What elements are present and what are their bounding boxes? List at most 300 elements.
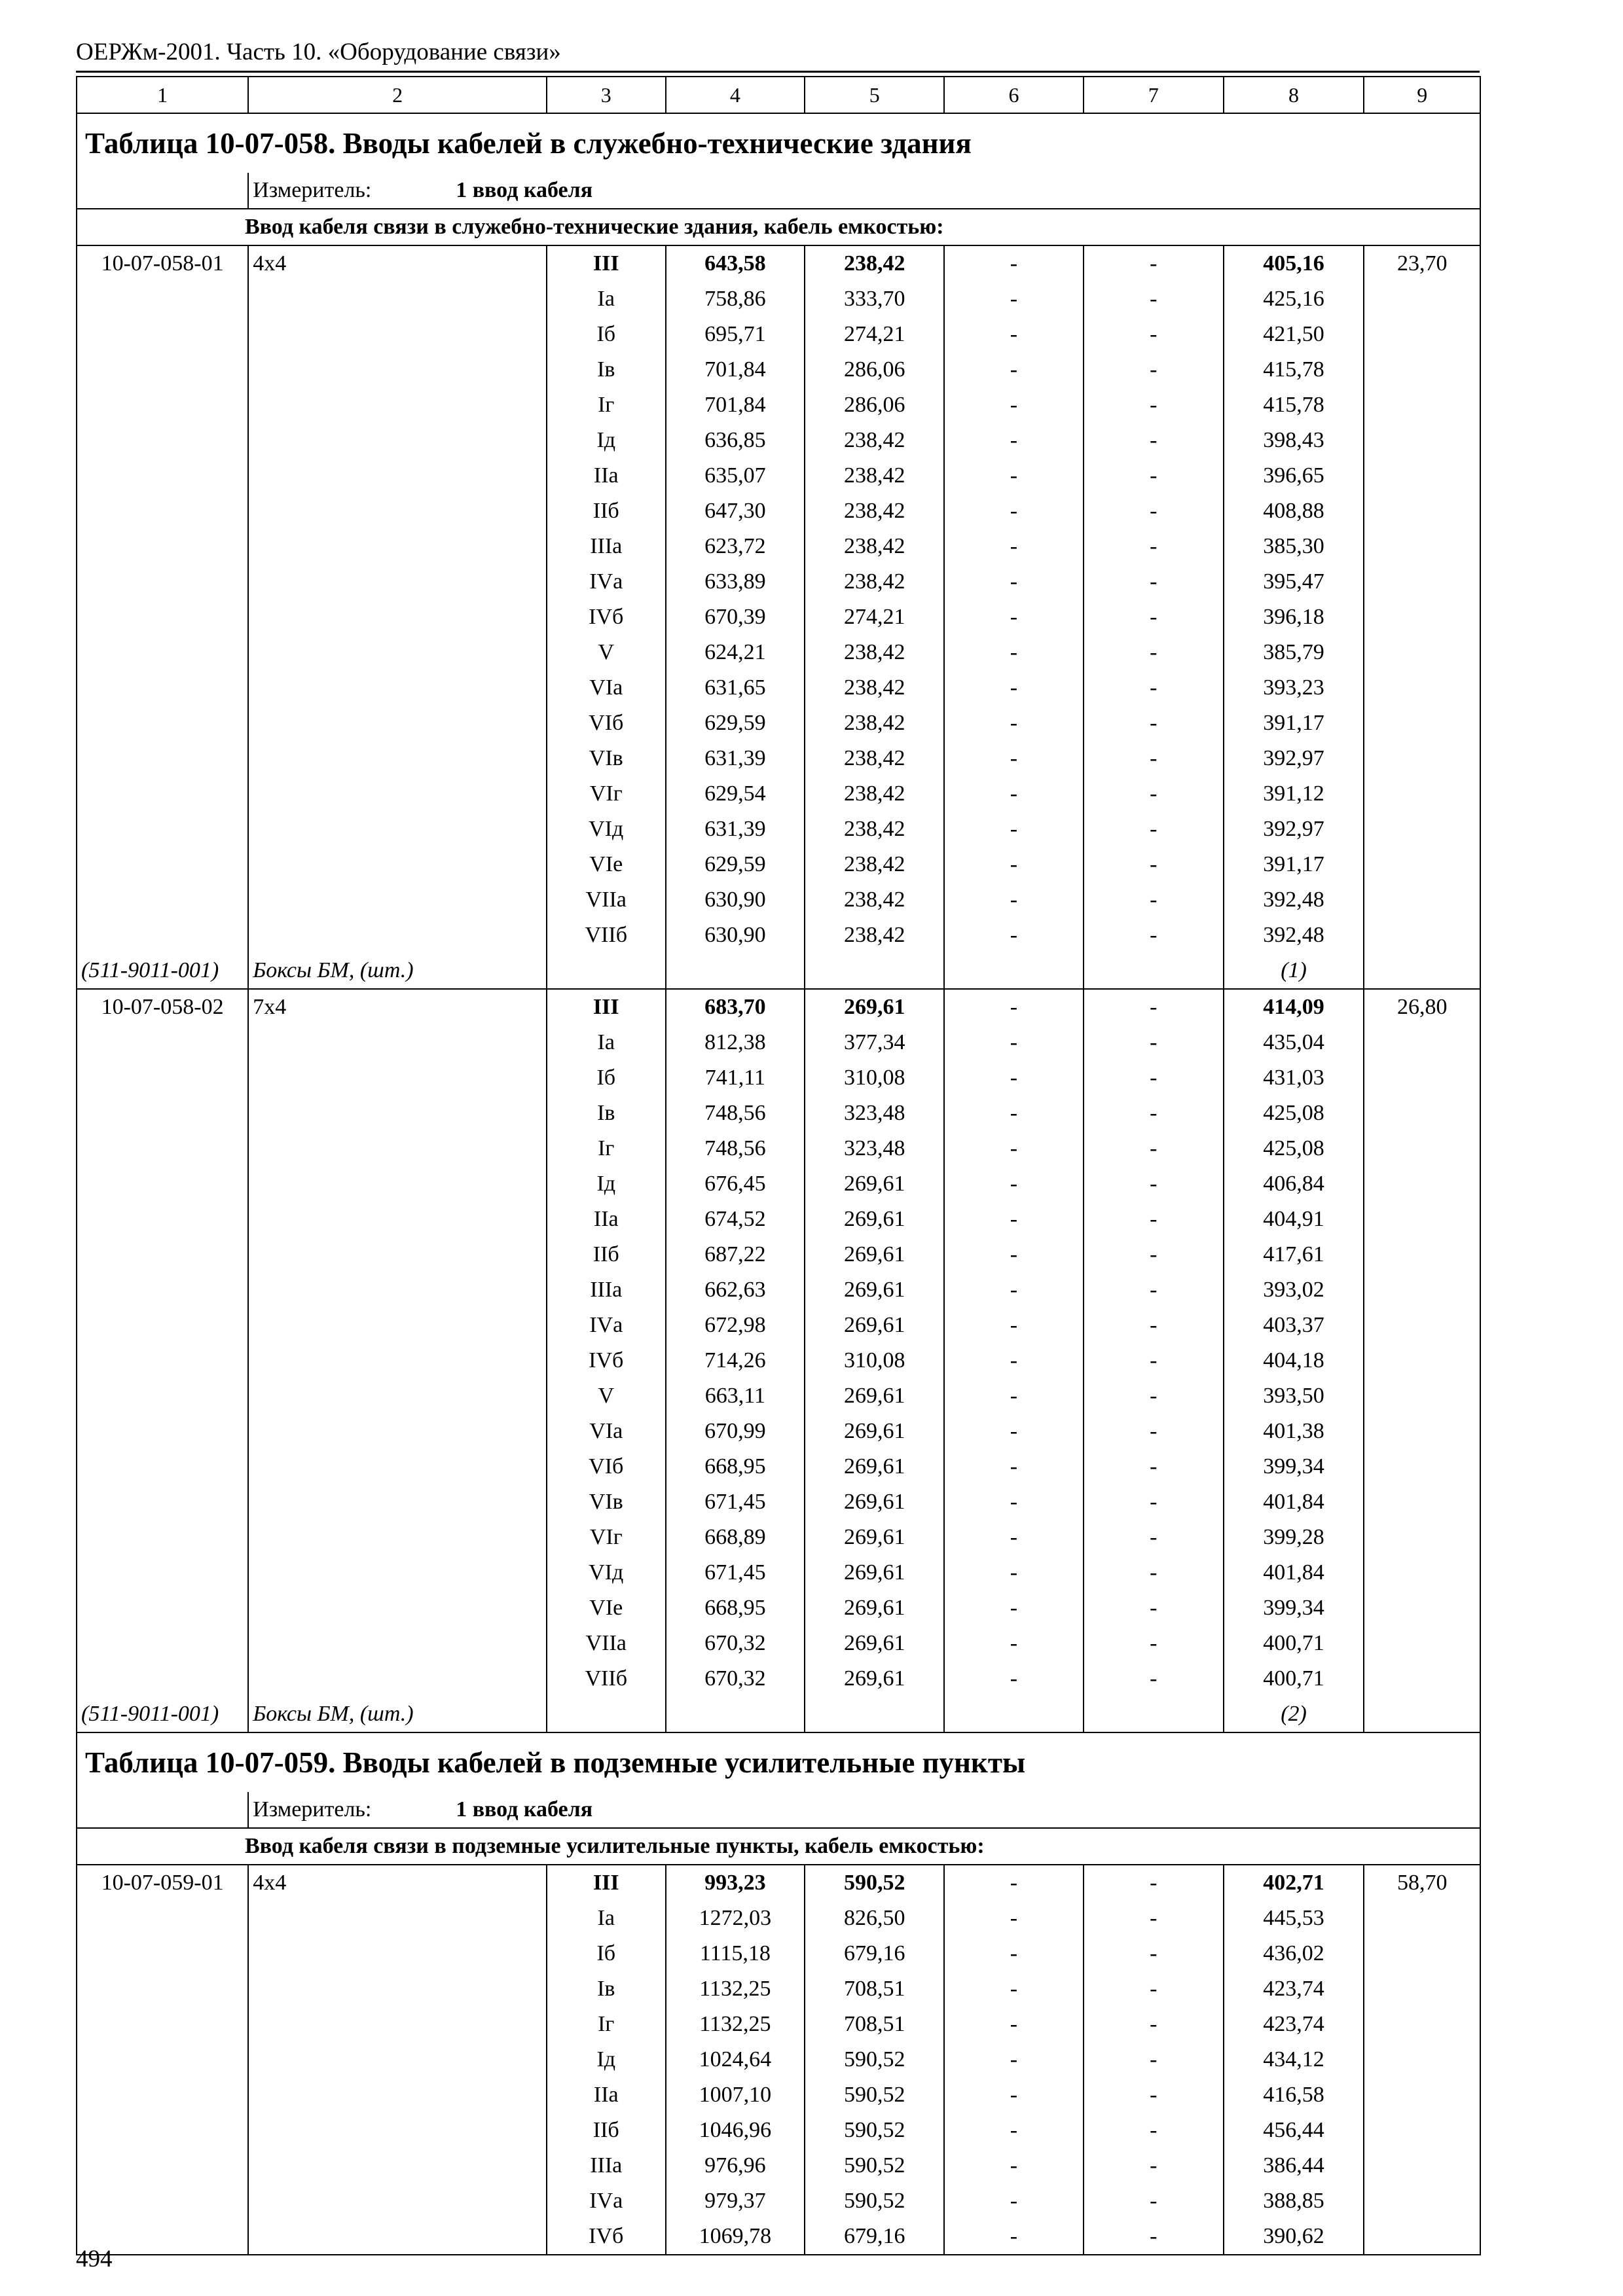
table-row	[77, 1414, 1480, 1449]
col9-cell	[1364, 1555, 1480, 1590]
value-cell: 679,16	[805, 1936, 944, 1971]
table-row	[77, 2148, 1480, 2183]
name-cell	[248, 1484, 547, 1520]
code-cell	[77, 1414, 248, 1449]
value-cell: 672,98	[666, 1308, 805, 1343]
value-cell: 392,48	[1224, 882, 1364, 918]
table-cell	[77, 173, 248, 209]
value-cell: 269,61	[805, 1272, 944, 1308]
value-cell: -	[1084, 493, 1224, 529]
col9-cell	[1364, 600, 1480, 635]
value-cell: VIв	[547, 1484, 666, 1520]
value-cell: 670,39	[666, 600, 805, 635]
col9-cell	[1364, 2219, 1480, 2255]
value-cell: -	[944, 847, 1084, 882]
code-cell	[77, 1237, 248, 1272]
name-cell	[248, 1237, 547, 1272]
value-cell: -	[1084, 1936, 1224, 1971]
value-cell: 388,85	[1224, 2183, 1364, 2219]
table-row	[77, 352, 1480, 387]
table-row	[77, 2113, 1480, 2148]
value-cell: VIIа	[547, 882, 666, 918]
code-cell	[77, 1901, 248, 1936]
resource-code: (511-9011-001)	[77, 1696, 248, 1732]
value-cell: -	[944, 2007, 1084, 2042]
value-cell: 385,79	[1224, 635, 1364, 670]
value-cell: 238,42	[805, 529, 944, 564]
col9-cell	[1364, 2007, 1480, 2042]
table-row	[77, 1661, 1480, 1696]
value-cell: 269,61	[805, 1661, 944, 1696]
table-row	[77, 1272, 1480, 1308]
col9-cell	[1364, 2042, 1480, 2077]
col9-cell	[1364, 1901, 1480, 1936]
table-row	[77, 423, 1480, 458]
code-cell	[77, 317, 248, 352]
value-cell: 1132,25	[666, 2007, 805, 2042]
value-cell: -	[1084, 670, 1224, 706]
value-cell: -	[944, 918, 1084, 953]
code-cell	[77, 670, 248, 706]
code-cell	[77, 564, 248, 600]
value-cell: 1132,25	[666, 1971, 805, 2007]
value-cell: 647,30	[666, 493, 805, 529]
col9-cell	[1364, 564, 1480, 600]
value-cell: -	[1084, 1060, 1224, 1096]
col9-cell	[1364, 1378, 1480, 1414]
code-cell	[77, 776, 248, 812]
table-row	[77, 847, 1480, 882]
value-cell: IVа	[547, 1308, 666, 1343]
value-cell: 674,52	[666, 1202, 805, 1237]
value-cell: -	[1084, 1378, 1224, 1414]
column-number: 4	[666, 77, 805, 113]
value-cell: 456,44	[1224, 2113, 1364, 2148]
col9-cell	[1364, 1131, 1480, 1166]
col9-cell: 26,80	[1364, 989, 1480, 1025]
value-cell: -	[944, 1901, 1084, 1936]
value-cell: -	[944, 1060, 1084, 1096]
value-cell: 826,50	[805, 1901, 944, 1936]
value-cell: -	[1084, 741, 1224, 776]
value-cell: Iд	[547, 2042, 666, 2077]
column-number: 5	[805, 77, 944, 113]
name-cell	[248, 1520, 547, 1555]
value-cell: -	[1084, 1131, 1224, 1166]
value-cell: -	[944, 352, 1084, 387]
col9-cell	[1364, 1590, 1480, 1626]
table-row	[77, 1343, 1480, 1378]
value-cell: 391,17	[1224, 706, 1364, 741]
col9-cell	[1364, 281, 1480, 317]
meter-cell	[248, 173, 1480, 209]
col9-cell	[1364, 2077, 1480, 2113]
value-cell: 392,97	[1224, 741, 1364, 776]
name-cell	[248, 741, 547, 776]
value-cell: 643,58	[666, 245, 805, 281]
value-cell: 758,86	[666, 281, 805, 317]
table-row	[77, 458, 1480, 493]
value-cell: 396,65	[1224, 458, 1364, 493]
value-cell: 238,42	[805, 882, 944, 918]
value-cell: 399,34	[1224, 1590, 1364, 1626]
column-number: 1	[77, 77, 248, 113]
value-cell: -	[944, 2148, 1084, 2183]
code-cell: 10-07-059-01	[77, 1865, 248, 1901]
table-cell	[944, 953, 1084, 989]
value-cell: 1069,78	[666, 2219, 805, 2255]
col9-cell	[1364, 882, 1480, 918]
table-row	[77, 1449, 1480, 1484]
value-cell: IVб	[547, 600, 666, 635]
value-cell: VIIа	[547, 1626, 666, 1661]
value-cell: -	[944, 635, 1084, 670]
value-cell: 399,28	[1224, 1520, 1364, 1555]
value-cell: 396,18	[1224, 600, 1364, 635]
table-cell	[805, 1696, 944, 1732]
code-cell	[77, 882, 248, 918]
name-cell	[248, 1131, 547, 1166]
value-cell: 286,06	[805, 387, 944, 423]
value-cell: 269,61	[805, 1237, 944, 1272]
value-cell: 679,16	[805, 2219, 944, 2255]
name-cell	[248, 670, 547, 706]
resource-row	[77, 953, 1480, 989]
value-cell: 238,42	[805, 741, 944, 776]
table-row	[77, 1626, 1480, 1661]
meter-row	[77, 1792, 1480, 1828]
value-cell: 403,37	[1224, 1308, 1364, 1343]
value-cell: -	[1084, 635, 1224, 670]
value-cell: V	[547, 635, 666, 670]
value-cell: 590,52	[805, 2077, 944, 2113]
value-cell: -	[944, 1308, 1084, 1343]
value-cell: Iв	[547, 1096, 666, 1131]
value-cell: -	[1084, 281, 1224, 317]
value-cell: 1024,64	[666, 2042, 805, 2077]
value-cell: VIб	[547, 1449, 666, 1484]
code-cell	[77, 2113, 248, 2148]
table-cell	[77, 1792, 248, 1828]
column-number: 9	[1364, 77, 1480, 113]
value-cell: -	[1084, 2042, 1224, 2077]
value-cell: 708,51	[805, 1971, 944, 2007]
col9-cell	[1364, 423, 1480, 458]
value-cell: -	[944, 1626, 1084, 1661]
value-cell: 629,59	[666, 706, 805, 741]
value-cell: 590,52	[805, 2042, 944, 2077]
value-cell: 631,39	[666, 741, 805, 776]
value-cell: -	[1084, 1343, 1224, 1378]
value-cell: 238,42	[805, 776, 944, 812]
value-cell: IIб	[547, 493, 666, 529]
value-cell: 993,23	[666, 1865, 805, 1901]
code-cell	[77, 1060, 248, 1096]
value-cell: 676,45	[666, 1166, 805, 1202]
table-cell	[666, 953, 805, 989]
value-cell: VIе	[547, 1590, 666, 1626]
value-cell: 395,47	[1224, 564, 1364, 600]
value-cell: -	[1084, 387, 1224, 423]
table-row	[77, 1166, 1480, 1202]
col9-cell	[1364, 1060, 1480, 1096]
code-cell	[77, 847, 248, 882]
table-row	[77, 1971, 1480, 2007]
code-cell	[77, 1202, 248, 1237]
value-cell: 398,43	[1224, 423, 1364, 458]
value-cell: -	[944, 1025, 1084, 1060]
value-cell: 636,85	[666, 423, 805, 458]
value-cell: -	[1084, 1626, 1224, 1661]
col9-cell	[1364, 1626, 1480, 1661]
table-row	[77, 1202, 1480, 1237]
name-cell	[248, 2183, 547, 2219]
code-cell	[77, 1308, 248, 1343]
table-row	[77, 2219, 1480, 2255]
value-cell: 979,37	[666, 2183, 805, 2219]
col9-cell	[1364, 706, 1480, 741]
resource-qty: (2)	[1224, 1696, 1364, 1732]
value-cell: -	[1084, 1272, 1224, 1308]
value-cell: -	[1084, 458, 1224, 493]
col9-cell	[1364, 1414, 1480, 1449]
code-cell	[77, 918, 248, 953]
value-cell: -	[944, 2042, 1084, 2077]
col9-cell	[1364, 2183, 1480, 2219]
value-cell: 269,61	[805, 1414, 944, 1449]
value-cell: 748,56	[666, 1096, 805, 1131]
value-cell: 385,30	[1224, 529, 1364, 564]
name-cell	[248, 458, 547, 493]
col9-cell	[1364, 317, 1480, 352]
code-cell	[77, 2148, 248, 2183]
name-cell	[248, 387, 547, 423]
value-cell: Iд	[547, 423, 666, 458]
value-cell: -	[944, 1272, 1084, 1308]
col9-cell: 58,70	[1364, 1865, 1480, 1901]
value-cell: VIд	[547, 1555, 666, 1590]
name-cell: 7х4	[248, 989, 547, 1025]
value-cell: Iг	[547, 2007, 666, 2042]
value-cell: Iа	[547, 1901, 666, 1936]
value-cell: 695,71	[666, 317, 805, 352]
value-cell: 417,61	[1224, 1237, 1364, 1272]
code-cell	[77, 1343, 248, 1378]
table-title-row	[77, 1732, 1480, 1792]
value-cell: 386,44	[1224, 2148, 1364, 2183]
value-cell: -	[1084, 1555, 1224, 1590]
code-cell	[77, 1484, 248, 1520]
table-cell	[1084, 953, 1224, 989]
value-cell: IIа	[547, 1202, 666, 1237]
value-cell: Iа	[547, 281, 666, 317]
value-cell: -	[944, 1661, 1084, 1696]
code-cell	[77, 1131, 248, 1166]
value-cell: -	[1084, 2113, 1224, 2148]
col9-cell	[1364, 741, 1480, 776]
value-cell: -	[944, 1449, 1084, 1484]
value-cell: -	[1084, 776, 1224, 812]
value-cell: Iб	[547, 317, 666, 352]
value-cell: 274,21	[805, 317, 944, 352]
subheader-row	[77, 209, 1480, 245]
value-cell: -	[944, 1414, 1084, 1449]
value-cell: 623,72	[666, 529, 805, 564]
name-cell	[248, 281, 547, 317]
value-cell: 392,48	[1224, 918, 1364, 953]
name-cell	[248, 1096, 547, 1131]
value-cell: -	[1084, 1308, 1224, 1343]
value-cell: -	[1084, 1971, 1224, 2007]
resource-code: (511-9011-001)	[77, 953, 248, 989]
name-cell: 4х4	[248, 1865, 547, 1901]
table-row	[77, 564, 1480, 600]
table-row	[77, 670, 1480, 706]
code-cell	[77, 1661, 248, 1696]
value-cell: VIе	[547, 847, 666, 882]
value-cell: -	[944, 1237, 1084, 1272]
value-cell: 238,42	[805, 670, 944, 706]
table-row	[77, 1060, 1480, 1096]
value-cell: 683,70	[666, 989, 805, 1025]
value-cell: -	[1084, 1661, 1224, 1696]
value-cell: IVб	[547, 1343, 666, 1378]
resource-qty: (1)	[1224, 953, 1364, 989]
table-row	[77, 1378, 1480, 1414]
value-cell: -	[944, 1555, 1084, 1590]
value-cell: -	[944, 670, 1084, 706]
value-cell: 670,32	[666, 1626, 805, 1661]
table-row	[77, 706, 1480, 741]
table-cell	[547, 1696, 666, 1732]
meter-label: Измеритель:	[253, 178, 372, 202]
value-cell: 635,07	[666, 458, 805, 493]
col9-cell	[1364, 1971, 1480, 2007]
value-cell: -	[1084, 812, 1224, 847]
price-table	[76, 76, 1481, 2255]
value-cell: -	[1084, 989, 1224, 1025]
subheader: Ввод кабеля связи в служебно-технические здания, кабель емкостью:	[77, 209, 1480, 245]
name-cell	[248, 317, 547, 352]
value-cell: -	[1084, 352, 1224, 387]
value-cell: 425,16	[1224, 281, 1364, 317]
table-row	[77, 882, 1480, 918]
value-cell: -	[1084, 2148, 1224, 2183]
name-cell	[248, 1202, 547, 1237]
value-cell: 590,52	[805, 1865, 944, 1901]
table-row	[77, 387, 1480, 423]
value-cell: 238,42	[805, 635, 944, 670]
value-cell: 393,02	[1224, 1272, 1364, 1308]
value-cell: 590,52	[805, 2183, 944, 2219]
value-cell: -	[1084, 529, 1224, 564]
value-cell: -	[944, 812, 1084, 847]
value-cell: 662,63	[666, 1272, 805, 1308]
value-cell: 333,70	[805, 281, 944, 317]
value-cell: -	[1084, 2183, 1224, 2219]
value-cell: 238,42	[805, 847, 944, 882]
name-cell	[248, 493, 547, 529]
table-row	[77, 1590, 1480, 1626]
code-cell: 10-07-058-01	[77, 245, 248, 281]
code-cell	[77, 1378, 248, 1414]
value-cell: VIг	[547, 1520, 666, 1555]
value-cell: 630,90	[666, 918, 805, 953]
value-cell: -	[944, 2113, 1084, 2148]
value-cell: 1272,03	[666, 1901, 805, 1936]
value-cell: 631,39	[666, 812, 805, 847]
value-cell: -	[944, 529, 1084, 564]
value-cell: 436,02	[1224, 1936, 1364, 1971]
value-cell: 708,51	[805, 2007, 944, 2042]
value-cell: 1007,10	[666, 2077, 805, 2113]
value-cell: 286,06	[805, 352, 944, 387]
value-cell: 714,26	[666, 1343, 805, 1378]
value-cell: -	[1084, 1590, 1224, 1626]
column-number: 6	[944, 77, 1084, 113]
value-cell: -	[1084, 918, 1224, 953]
name-cell	[248, 1343, 547, 1378]
value-cell: -	[1084, 1202, 1224, 1237]
value-cell: -	[1084, 706, 1224, 741]
table-row	[77, 989, 1480, 1025]
col9-cell	[1364, 529, 1480, 564]
table-row	[77, 493, 1480, 529]
value-cell: 624,21	[666, 635, 805, 670]
name-cell	[248, 1378, 547, 1414]
value-cell: VIIб	[547, 918, 666, 953]
value-cell: 269,61	[805, 1202, 944, 1237]
value-cell: -	[1084, 2077, 1224, 2113]
value-cell: 408,88	[1224, 493, 1364, 529]
value-cell: -	[1084, 1166, 1224, 1202]
value-cell: 668,89	[666, 1520, 805, 1555]
value-cell: Iв	[547, 1971, 666, 2007]
value-cell: 269,61	[805, 1590, 944, 1626]
name-cell	[248, 1936, 547, 1971]
name-cell	[248, 2219, 547, 2255]
value-cell: 391,17	[1224, 847, 1364, 882]
code-cell	[77, 1626, 248, 1661]
name-cell	[248, 1590, 547, 1626]
col9-cell	[1364, 1343, 1480, 1378]
value-cell: -	[1084, 1484, 1224, 1520]
value-cell: -	[944, 1971, 1084, 2007]
value-cell: Iв	[547, 352, 666, 387]
value-cell: 401,84	[1224, 1555, 1364, 1590]
value-cell: -	[944, 989, 1084, 1025]
table-row	[77, 1901, 1480, 1936]
table-row	[77, 918, 1480, 953]
name-cell	[248, 1449, 547, 1484]
value-cell: -	[944, 600, 1084, 635]
table-cell	[547, 953, 666, 989]
value-cell: -	[944, 564, 1084, 600]
value-cell: 393,23	[1224, 670, 1364, 706]
value-cell: -	[1084, 245, 1224, 281]
value-cell: 404,91	[1224, 1202, 1364, 1237]
code-cell	[77, 387, 248, 423]
value-cell: 687,22	[666, 1237, 805, 1272]
value-cell: 701,84	[666, 387, 805, 423]
name-cell	[248, 1661, 547, 1696]
value-cell: -	[944, 1484, 1084, 1520]
value-cell: 423,74	[1224, 2007, 1364, 2042]
value-cell: 633,89	[666, 564, 805, 600]
value-cell: 670,99	[666, 1414, 805, 1449]
name-cell	[248, 812, 547, 847]
col9-cell	[1364, 493, 1480, 529]
